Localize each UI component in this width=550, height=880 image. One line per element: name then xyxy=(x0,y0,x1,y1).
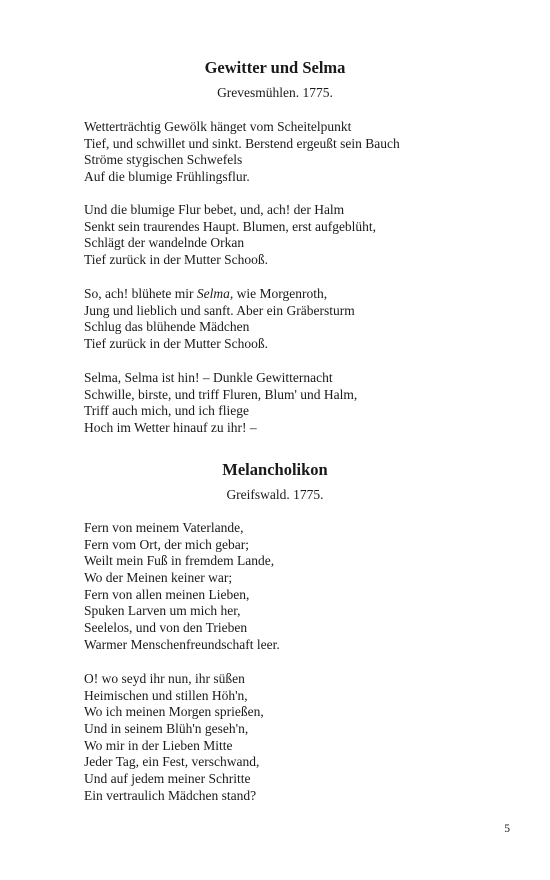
verse-line: Selma, Selma ist hin! – Dunkle Gewitternacht xyxy=(84,370,333,385)
verse-line: Heimischen und stillen Höh'n, xyxy=(84,687,248,703)
verse-line: Warmer Menschenfreundschaft leer. xyxy=(84,636,280,652)
verse-line xyxy=(84,286,355,303)
verse-line: Schlug das blühende Mädchen xyxy=(84,319,250,335)
stanza xyxy=(84,370,357,437)
verse-line: Seelelos, und von den Trieben xyxy=(84,620,248,636)
verse-line: Und die blumige Flur bebet, und, ach! der Halm xyxy=(84,202,345,217)
verse-line: Schlägt der wandelnde Orkan xyxy=(84,235,245,251)
stanza xyxy=(84,202,376,269)
stanza xyxy=(84,520,280,654)
verse-line-emphasis: Selma, xyxy=(196,286,234,301)
verse-line: Tief zurück in der Mutter Schooß. xyxy=(84,336,268,352)
verse-line: Ströme stygischen Schwefels xyxy=(84,152,243,168)
verse-line: Wetterträchtig Gewölk hänget vom Scheitelpunkt xyxy=(84,119,352,134)
verse-line: Spuken Larven um mich her, xyxy=(84,603,241,619)
verse-line: Und in seinem Blüh'n geseh'n, xyxy=(84,721,249,737)
verse-line: Wo der Meinen keiner war; xyxy=(84,570,233,586)
poem-place-date: Grevesmühlen. 1775. xyxy=(217,85,333,100)
verse-line: Senkt sein traurendes Haupt. Blumen, erst aufgeblüht, xyxy=(84,218,377,234)
verse-line: Jeder Tag, ein Fest, verschwand, xyxy=(84,754,260,770)
verse-line: Hoch im Wetter hinauf zu ihr! – xyxy=(84,420,257,436)
stanza xyxy=(84,286,355,353)
poem-place-date: Greifswald. 1775. xyxy=(226,487,324,502)
verse-line: Ein vertraulich Mädchen stand? xyxy=(84,787,257,803)
verse-line-pre: So, ach! blühete mir xyxy=(84,286,197,301)
verse-line: Tief, und schwillet und sinkt. Berstend ergeußt sein Bauch xyxy=(84,135,400,151)
verse-line: Schwille, birste, und triff Fluren, Blum' und Halm, xyxy=(84,386,358,402)
verse-line: Auf die blumige Frühlingsflur. xyxy=(84,169,250,185)
verse-line: Wo ich meinen Morgen sprießen, xyxy=(84,704,264,720)
verse-line: Weilt mein Fuß in fremdem Lande, xyxy=(84,553,275,569)
verse-line: Jung und lieblich und sanft. Aber ein Gräbersturm xyxy=(84,302,355,318)
page-number: 5 xyxy=(504,823,510,835)
verse-line: Triff auch mich, und ich fliege xyxy=(84,403,249,419)
verse-line: Tief zurück in der Mutter Schooß. xyxy=(84,252,268,268)
verse-line: Fern von allen meinen Lieben, xyxy=(84,586,250,602)
stanza xyxy=(84,119,400,186)
verse-line: Wo mir in der Lieben Mitte xyxy=(84,737,233,753)
poem-title: Melancholikon xyxy=(222,460,328,479)
stanza xyxy=(84,671,264,805)
verse-line: Fern vom Ort, der mich gebar; xyxy=(84,536,249,552)
verse-line: O! wo seyd ihr nun, ihr süßen xyxy=(84,671,245,686)
verse-line: Fern von meinem Vaterlande, xyxy=(84,520,244,535)
poem-title: Gewitter und Selma xyxy=(204,58,346,77)
verse-line: Und auf jedem meiner Schritte xyxy=(84,771,251,787)
verse-line-post: wie Morgenroth, xyxy=(233,286,328,301)
